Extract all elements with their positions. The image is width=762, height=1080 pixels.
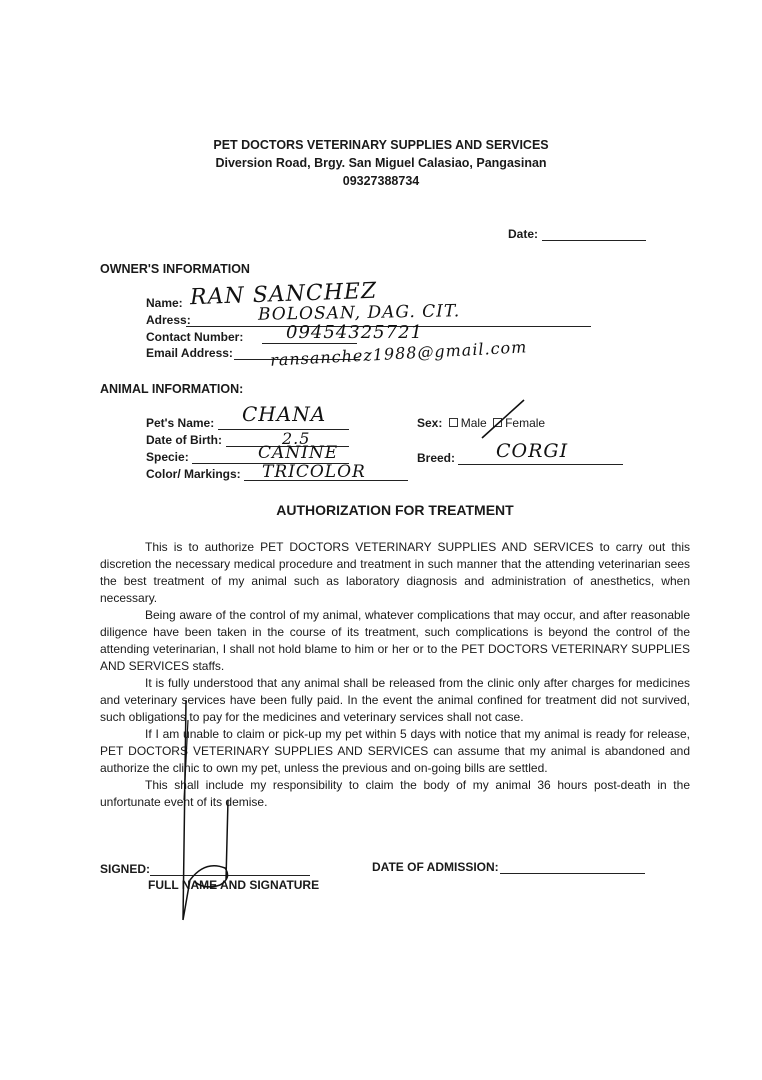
authorization-paragraph: If I am unable to claim or pick-up my pet within 5 days with notice that my animal is ready for release, PET DOCTORS VETERINARY SUPPLIES AND SERVICES can assume that my animal is abandoned and authorize the clinic to own my pet, unless the previous and on-going bills are settled. bbox=[100, 727, 690, 775]
color-markings-value: TRICOLOR bbox=[262, 462, 366, 482]
sex-selection-mark bbox=[482, 400, 524, 438]
color-markings-label: Color/ Markings: bbox=[146, 467, 241, 481]
animal-section-title: ANIMAL INFORMATION: bbox=[100, 382, 244, 396]
owner-section-title: OWNER'S INFORMATION bbox=[100, 262, 250, 276]
owner-address-label: Adress: bbox=[146, 313, 191, 327]
specie-value: CANINE bbox=[258, 443, 339, 463]
signature-mark bbox=[183, 700, 228, 920]
business-phone: 09327388734 bbox=[342, 174, 420, 188]
owner-contact-value: 09454325721 bbox=[286, 322, 423, 343]
admission-date-label: DATE OF ADMISSION: bbox=[372, 860, 499, 874]
owner-email-value: ransanchez1988@gmail.com bbox=[269, 337, 528, 370]
owner-contact-label: Contact Number: bbox=[146, 330, 244, 344]
owner-email-label: Email Address: bbox=[146, 346, 233, 360]
owner-name-label: Name: bbox=[146, 296, 183, 310]
date-label: Date: bbox=[508, 227, 539, 241]
female-option-label: Female bbox=[505, 416, 546, 430]
breed-label: Breed: bbox=[417, 451, 456, 465]
owner-name-value: RAN SANCHEZ bbox=[189, 278, 378, 311]
specie-label: Specie: bbox=[146, 450, 189, 464]
signed-label: SIGNED: bbox=[100, 862, 151, 876]
owner-address-value: BOLOSAN, DAG. CIT. bbox=[257, 301, 461, 325]
dob-value: 2.5 bbox=[282, 429, 311, 448]
business-name: PET DOCTORS VETERINARY SUPPLIES AND SERVICES bbox=[213, 138, 549, 152]
authorization-title: AUTHORIZATION FOR TREATMENT bbox=[276, 502, 514, 518]
signature-caption: FULL NAME AND SIGNATURE bbox=[148, 878, 320, 892]
authorization-paragraph: This shall include my responsibility to claim the body of my animal 36 hours post-death in the unfortunate event of its demise. bbox=[100, 778, 690, 809]
pet-name-label: Pet's Name: bbox=[146, 416, 215, 430]
breed-value: CORGI bbox=[496, 440, 569, 462]
business-address: Diversion Road, Brgy. San Miguel Calasiao, Pangasinan bbox=[215, 156, 547, 170]
pet-name-value: CHANA bbox=[242, 402, 327, 426]
sex-label: Sex: bbox=[417, 416, 443, 430]
authorization-paragraph: This is to authorize PET DOCTORS VETERINARY SUPPLIES AND SERVICES to carry out this discretion the necessary medical procedure and treatment in such manner that the attending veterinarian sees the best treatment of my animal such as laboratory diagnosis and administration of anesthetics, when necessary. bbox=[100, 540, 690, 605]
male-option-label: Male bbox=[460, 416, 487, 430]
dob-label: Date of Birth: bbox=[146, 433, 222, 447]
authorization-paragraph: Being aware of the control of my animal, whatever complications that may occur, and after reasonable diligence have been taken in the course of its treatment, such complications is beyond the control of the attending veterinarian, I shall not hold blame to him or her or to the PET DOCTORS VETERINARY SUPPLIES AND SERVICES staffs. bbox=[100, 608, 690, 673]
authorization-paragraph: It is fully understood that any animal shall be released from the clinic only after charges for medicines and veterinary services have been fully paid. In the event the animal confined for treatment did not survived, such obligations to pay for the medicines and veterinary services shall not case. bbox=[100, 676, 690, 724]
